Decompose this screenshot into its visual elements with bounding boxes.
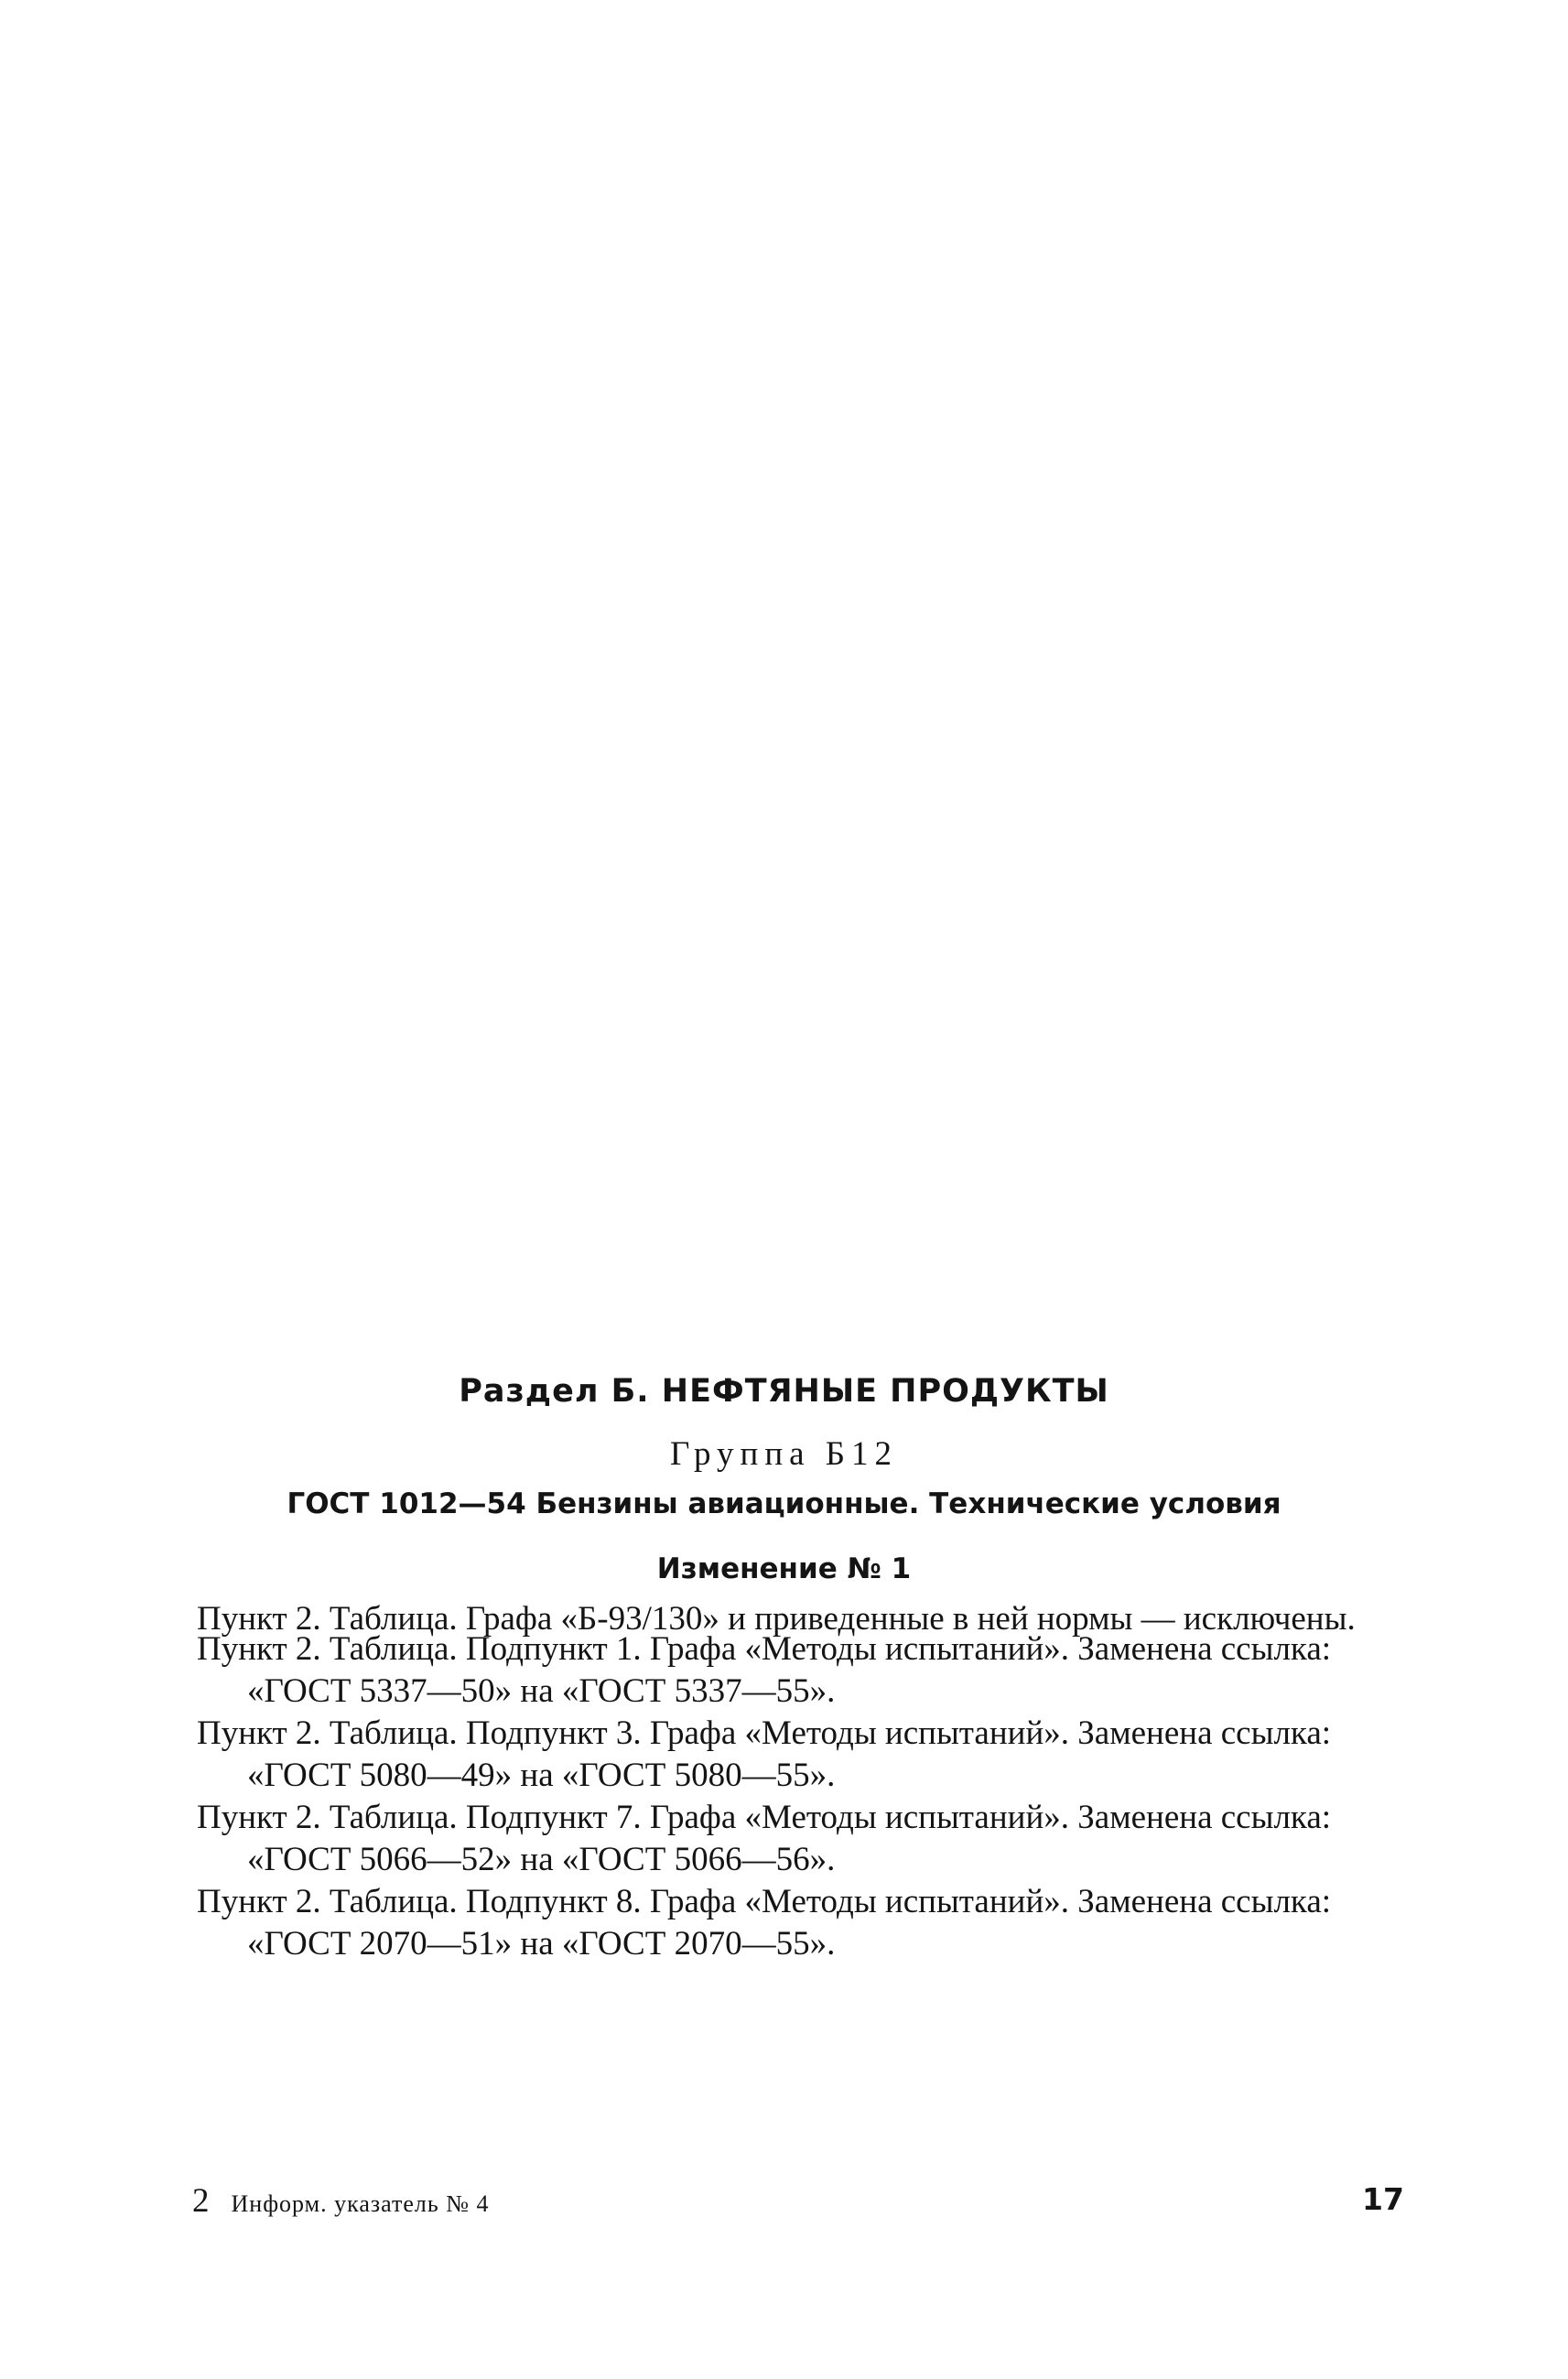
section-heading: Раздел Б. НЕФТЯНЫЕ ПРОДУКТЫ xyxy=(459,1373,1109,1410)
amendment-item-text: Пункт 2. Таблица. Подпункт 7. Графа «Методы испытаний». Заменена ссылка: xyxy=(197,1799,1332,1836)
amendment-item-text: Пункт 2. Таблица. Подпункт 1. Графа «Методы испытаний». Заменена ссылка: xyxy=(197,1630,1332,1668)
amendment-body xyxy=(128,1600,1428,1971)
amendment-item-text: Пункт 2. Таблица. Графа «Б-93/130» и приведенные в ней нормы — исключены. xyxy=(197,1600,1356,1638)
group-heading: Группа Б12 xyxy=(669,1435,899,1473)
amendment-item-reference: «ГОСТ 5337—50» на «ГОСТ 5337—55». xyxy=(247,1672,836,1710)
amendment-item-reference: «ГОСТ 5080—49» на «ГОСТ 5080—55». xyxy=(247,1757,836,1794)
amendment-item-text: Пункт 2. Таблица. Подпункт 8. Графа «Методы испытаний». Заменена ссылка: xyxy=(197,1883,1332,1920)
amendment-title: Изменение № 1 xyxy=(656,1552,912,1585)
amendment-item-reference: «ГОСТ 5066—52» на «ГОСТ 5066—56». xyxy=(247,1841,836,1878)
standard-title: ГОСТ 1012—54 Бензины авиационные. Технические условия xyxy=(287,1487,1281,1520)
footer-sheet-info xyxy=(192,2181,490,2221)
amendment-item-text: Пункт 2. Таблица. Подпункт 3. Графа «Методы испытаний». Заменена ссылка: xyxy=(197,1714,1332,1752)
sheet-number: 2 xyxy=(192,2182,210,2220)
sheet-label: Информ. указатель № 4 xyxy=(231,2190,490,2217)
page-number: 17 xyxy=(1362,2181,1404,2217)
amendment-item-reference: «ГОСТ 2070—51» на «ГОСТ 2070—55». xyxy=(247,1925,836,1963)
